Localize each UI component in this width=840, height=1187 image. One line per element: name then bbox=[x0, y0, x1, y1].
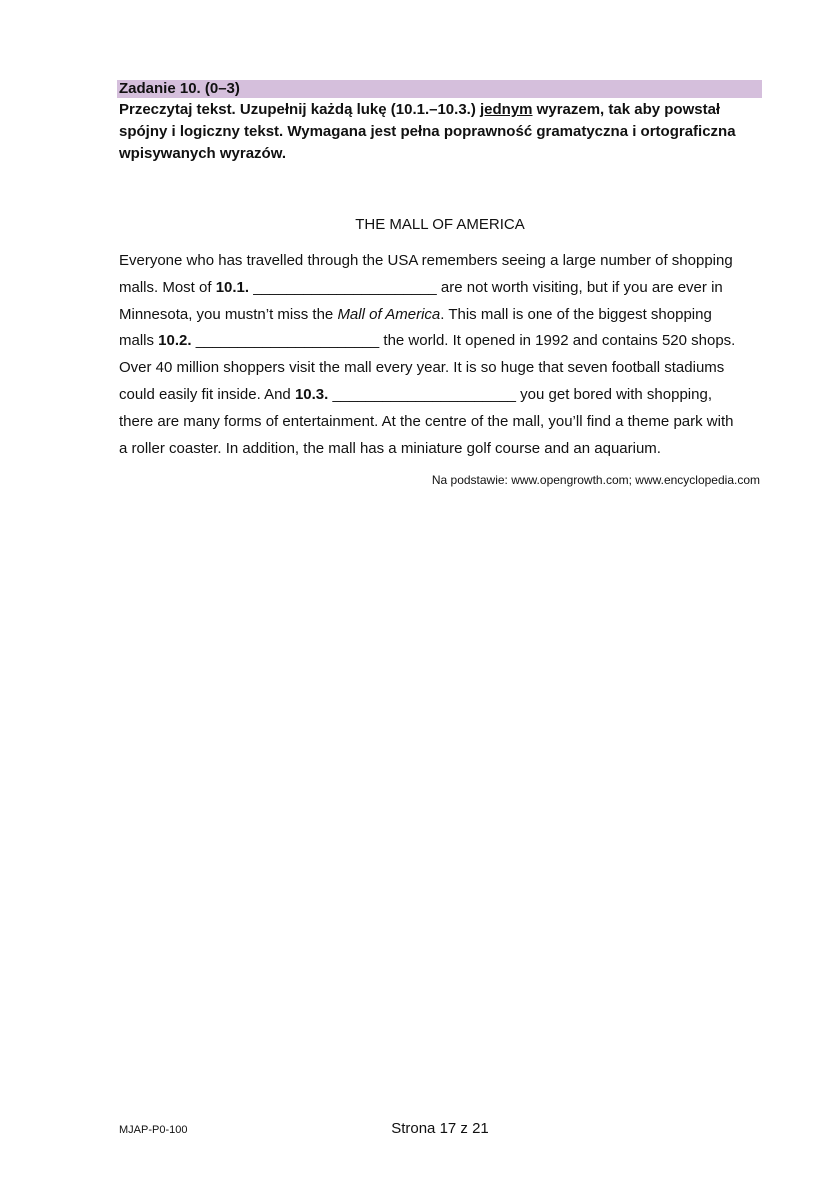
instruction-text: wyrazem, tak aby powstał bbox=[532, 101, 721, 118]
text-segment: Minnesota, you mustn’t miss the bbox=[119, 305, 338, 323]
page-number: Strona 17 z 21 bbox=[391, 1120, 489, 1137]
text-segment: are not worth visiting, but if you are ever in bbox=[436, 278, 723, 296]
text-segment: you get bored with shopping, bbox=[516, 385, 712, 403]
text-line bbox=[119, 328, 764, 355]
task-instructions bbox=[119, 99, 764, 165]
text-segment: malls. Most of bbox=[119, 278, 216, 296]
mall-name-italic: Mall of America bbox=[337, 305, 441, 323]
text-line: a roller coaster. In addition, the mall has a miniature golf course and an aquarium. bbox=[119, 439, 661, 457]
instruction-line-2: spójny i logiczny tekst. Wymagana jest pełna poprawność gramatyczna i ortograficzna bbox=[119, 123, 736, 140]
text-line bbox=[119, 275, 764, 302]
reading-text bbox=[119, 248, 764, 462]
text-title: THE MALL OF AMERICA bbox=[355, 216, 525, 233]
text-line: Everyone who has travelled through the USA remembers seeing a large number of shopping bbox=[119, 252, 733, 269]
text-line: Over 40 million shoppers visit the mall every year. It is so huge that seven football stadiums bbox=[119, 359, 725, 377]
task-header: Zadanie 10. (0–3) bbox=[117, 80, 762, 98]
source-citation: Na podstawie: www.opengrowth.com; www.encyclopedia.com bbox=[431, 473, 760, 487]
gap-blank-10-2[interactable]: ______________________ bbox=[195, 332, 380, 350]
gap-label-10-1: 10.1. bbox=[215, 278, 250, 296]
text-line bbox=[119, 382, 764, 409]
gap-label-10-2: 10.2. bbox=[158, 332, 192, 350]
instruction-line-1 bbox=[119, 99, 764, 121]
text-segment: the world. It opened in 1992 and contains 520 shops. bbox=[379, 332, 736, 350]
gap-label-10-3: 10.3. bbox=[294, 385, 329, 403]
text-line: there are many forms of entertainment. At the centre of the mall, you’ll find a theme park with bbox=[119, 412, 734, 430]
text-segment: could easily fit inside. And bbox=[119, 385, 295, 403]
instruction-underlined-word: jednym bbox=[480, 101, 533, 118]
instruction-text: Przeczytaj tekst. Uzupełnij każdą lukę (10.1.–10.3.) bbox=[119, 101, 480, 118]
instruction-line-3: wpisywanych wyrazów. bbox=[119, 145, 286, 162]
exam-code: MJAP-P0-100 bbox=[119, 1124, 188, 1136]
text-segment: . This mall is one of the biggest shopping bbox=[440, 305, 712, 323]
gap-blank-10-3[interactable]: ______________________ bbox=[332, 385, 517, 403]
gap-blank-10-1[interactable]: ______________________ bbox=[253, 278, 437, 296]
text-segment: malls bbox=[119, 332, 159, 350]
text-line bbox=[119, 302, 764, 329]
